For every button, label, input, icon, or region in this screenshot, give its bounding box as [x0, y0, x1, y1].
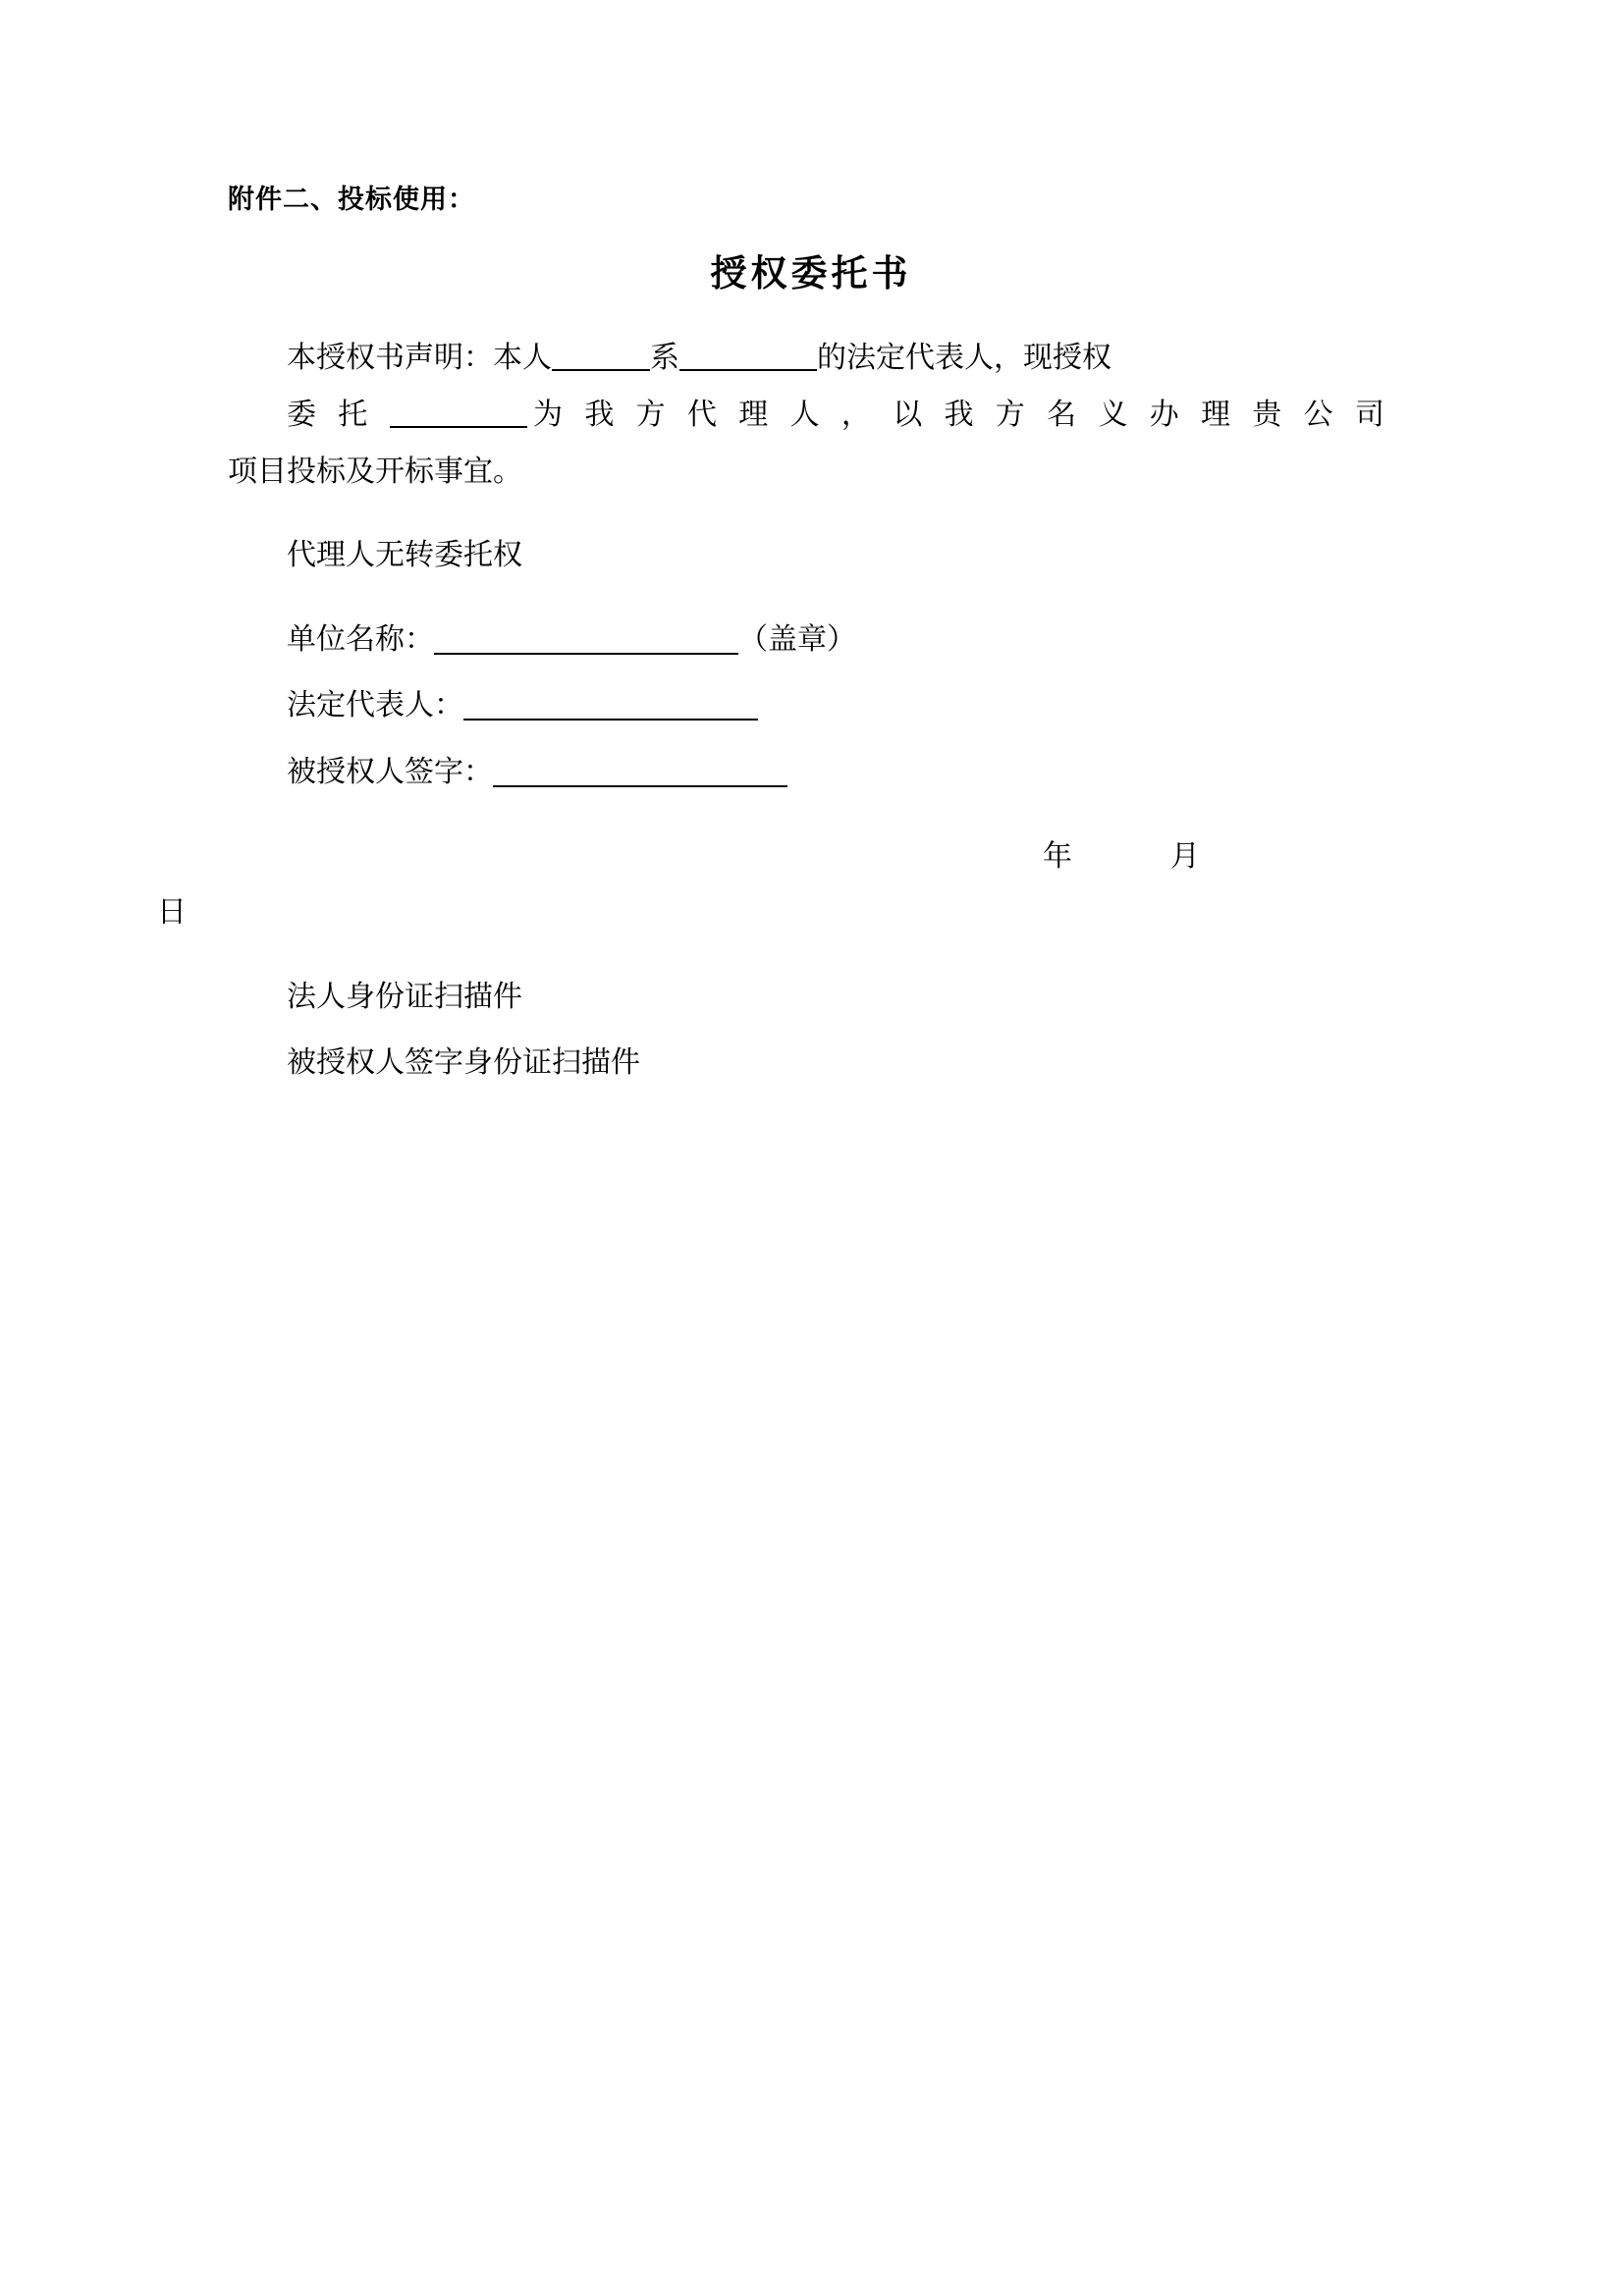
date-year-label: 年: [1043, 838, 1072, 874]
statement-line2-prefix: 委 托: [287, 397, 374, 432]
date-line: [228, 828, 1384, 885]
attachment-item-1: 法人身份证扫描件: [287, 979, 522, 1014]
statement-line-2: [228, 387, 1384, 444]
spacer-4: [228, 734, 1384, 744]
spacer-6: [228, 941, 1384, 969]
attachment-item-2: 被授权人签字身份证扫描件: [287, 1045, 640, 1081]
statement-after-blank-1: 系: [650, 341, 679, 376]
blank-field-company-name[interactable]: [679, 369, 817, 371]
field-label-agent-signature: 被授权人签字：: [287, 754, 493, 789]
field-row-legal-rep: [228, 677, 1384, 734]
field-suffix-seal: （盖章）: [738, 621, 856, 657]
blank-field-agent-signature[interactable]: [493, 785, 787, 787]
statement-lead: 本授权书声明：本人: [287, 341, 552, 376]
statement-after-blank-2: 的法定代表人，现授权: [817, 341, 1111, 376]
spacer-7: [228, 1025, 1384, 1035]
blank-field-legal-rep[interactable]: [463, 719, 758, 721]
field-row-agent-signature: [228, 744, 1384, 801]
blank-field-agent-name[interactable]: [390, 426, 527, 428]
spacer-3: [228, 667, 1384, 677]
field-label-legal-rep: 法定代表人：: [287, 688, 463, 723]
page-title: 授权委托书: [710, 252, 912, 295]
date-month-label: 月: [1170, 838, 1200, 874]
date-day-line: [157, 884, 1384, 941]
spacer-1: [228, 500, 1384, 527]
date-day-label: 日: [157, 895, 187, 931]
blank-field-company[interactable]: [434, 653, 738, 655]
blank-field-principal-name[interactable]: [552, 369, 650, 371]
spacer-5: [228, 801, 1384, 828]
no-subdelegation-line: 代理人无转委托权: [287, 538, 522, 573]
statement-line-1: [228, 330, 1384, 387]
attachment-label: 附件二、投标使用：: [228, 185, 475, 215]
spacer-2: [228, 584, 1384, 612]
statement-line2-body: 为 我 方 代 理 人 ， 以 我 方 名 义 办 理 贵 公 司: [526, 397, 1384, 432]
document-body: [157, 185, 1384, 1092]
statement-line-3: 项目投标及开标事宜。: [228, 454, 522, 489]
field-row-company: [228, 612, 1384, 668]
field-label-company: 单位名称：: [287, 621, 434, 657]
